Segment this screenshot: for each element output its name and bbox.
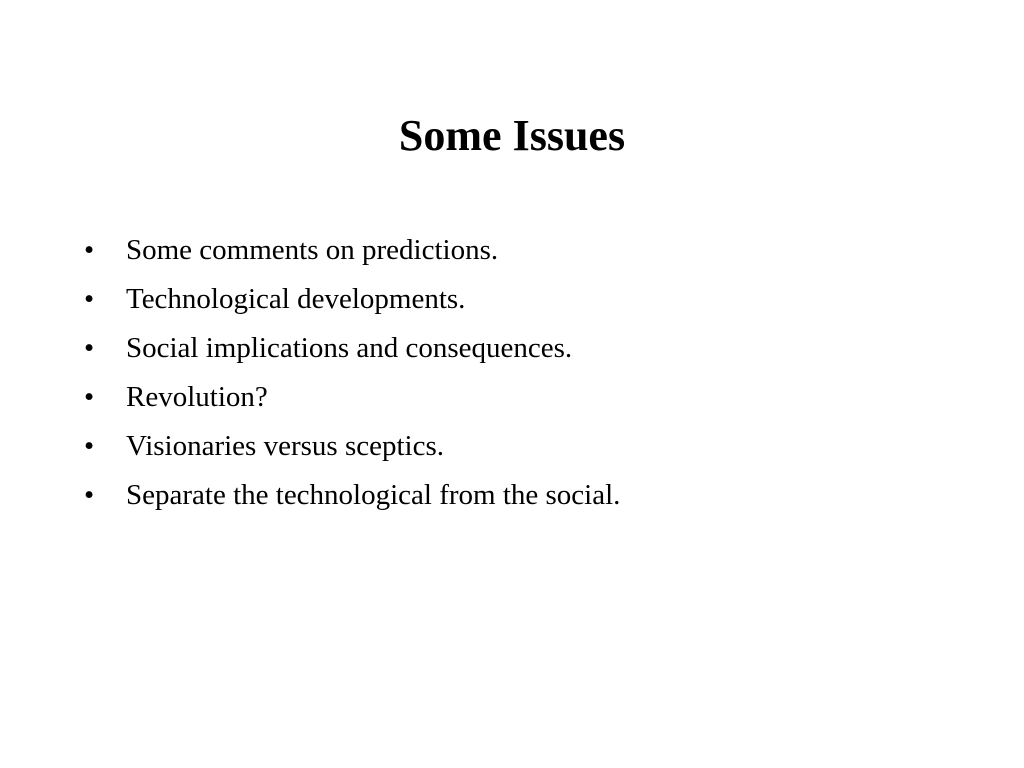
bullet-icon: • (84, 479, 95, 511)
list-item-text: Visionaries versus sceptics. (126, 430, 444, 462)
list-item (84, 226, 964, 275)
list-item (84, 275, 964, 324)
list-item-text: Revolution? (126, 381, 268, 413)
list-item-text: Separate the technological from the social. (126, 479, 621, 511)
bullet-icon: • (84, 234, 95, 266)
bullet-icon: • (84, 283, 95, 315)
list-item-text: Some comments on predictions. (126, 234, 499, 266)
bullet-icon: • (84, 381, 95, 413)
bullet-icon: • (84, 332, 95, 364)
list-item-text: Technological developments. (126, 283, 466, 315)
list-item (84, 422, 964, 471)
slide-title: Some Issues (398, 111, 626, 160)
list-item (84, 471, 964, 520)
bullet-list (84, 226, 964, 520)
list-item (84, 373, 964, 422)
bullet-icon: • (84, 430, 95, 462)
list-item (84, 324, 964, 373)
list-item-text: Social implications and consequences. (126, 332, 573, 364)
